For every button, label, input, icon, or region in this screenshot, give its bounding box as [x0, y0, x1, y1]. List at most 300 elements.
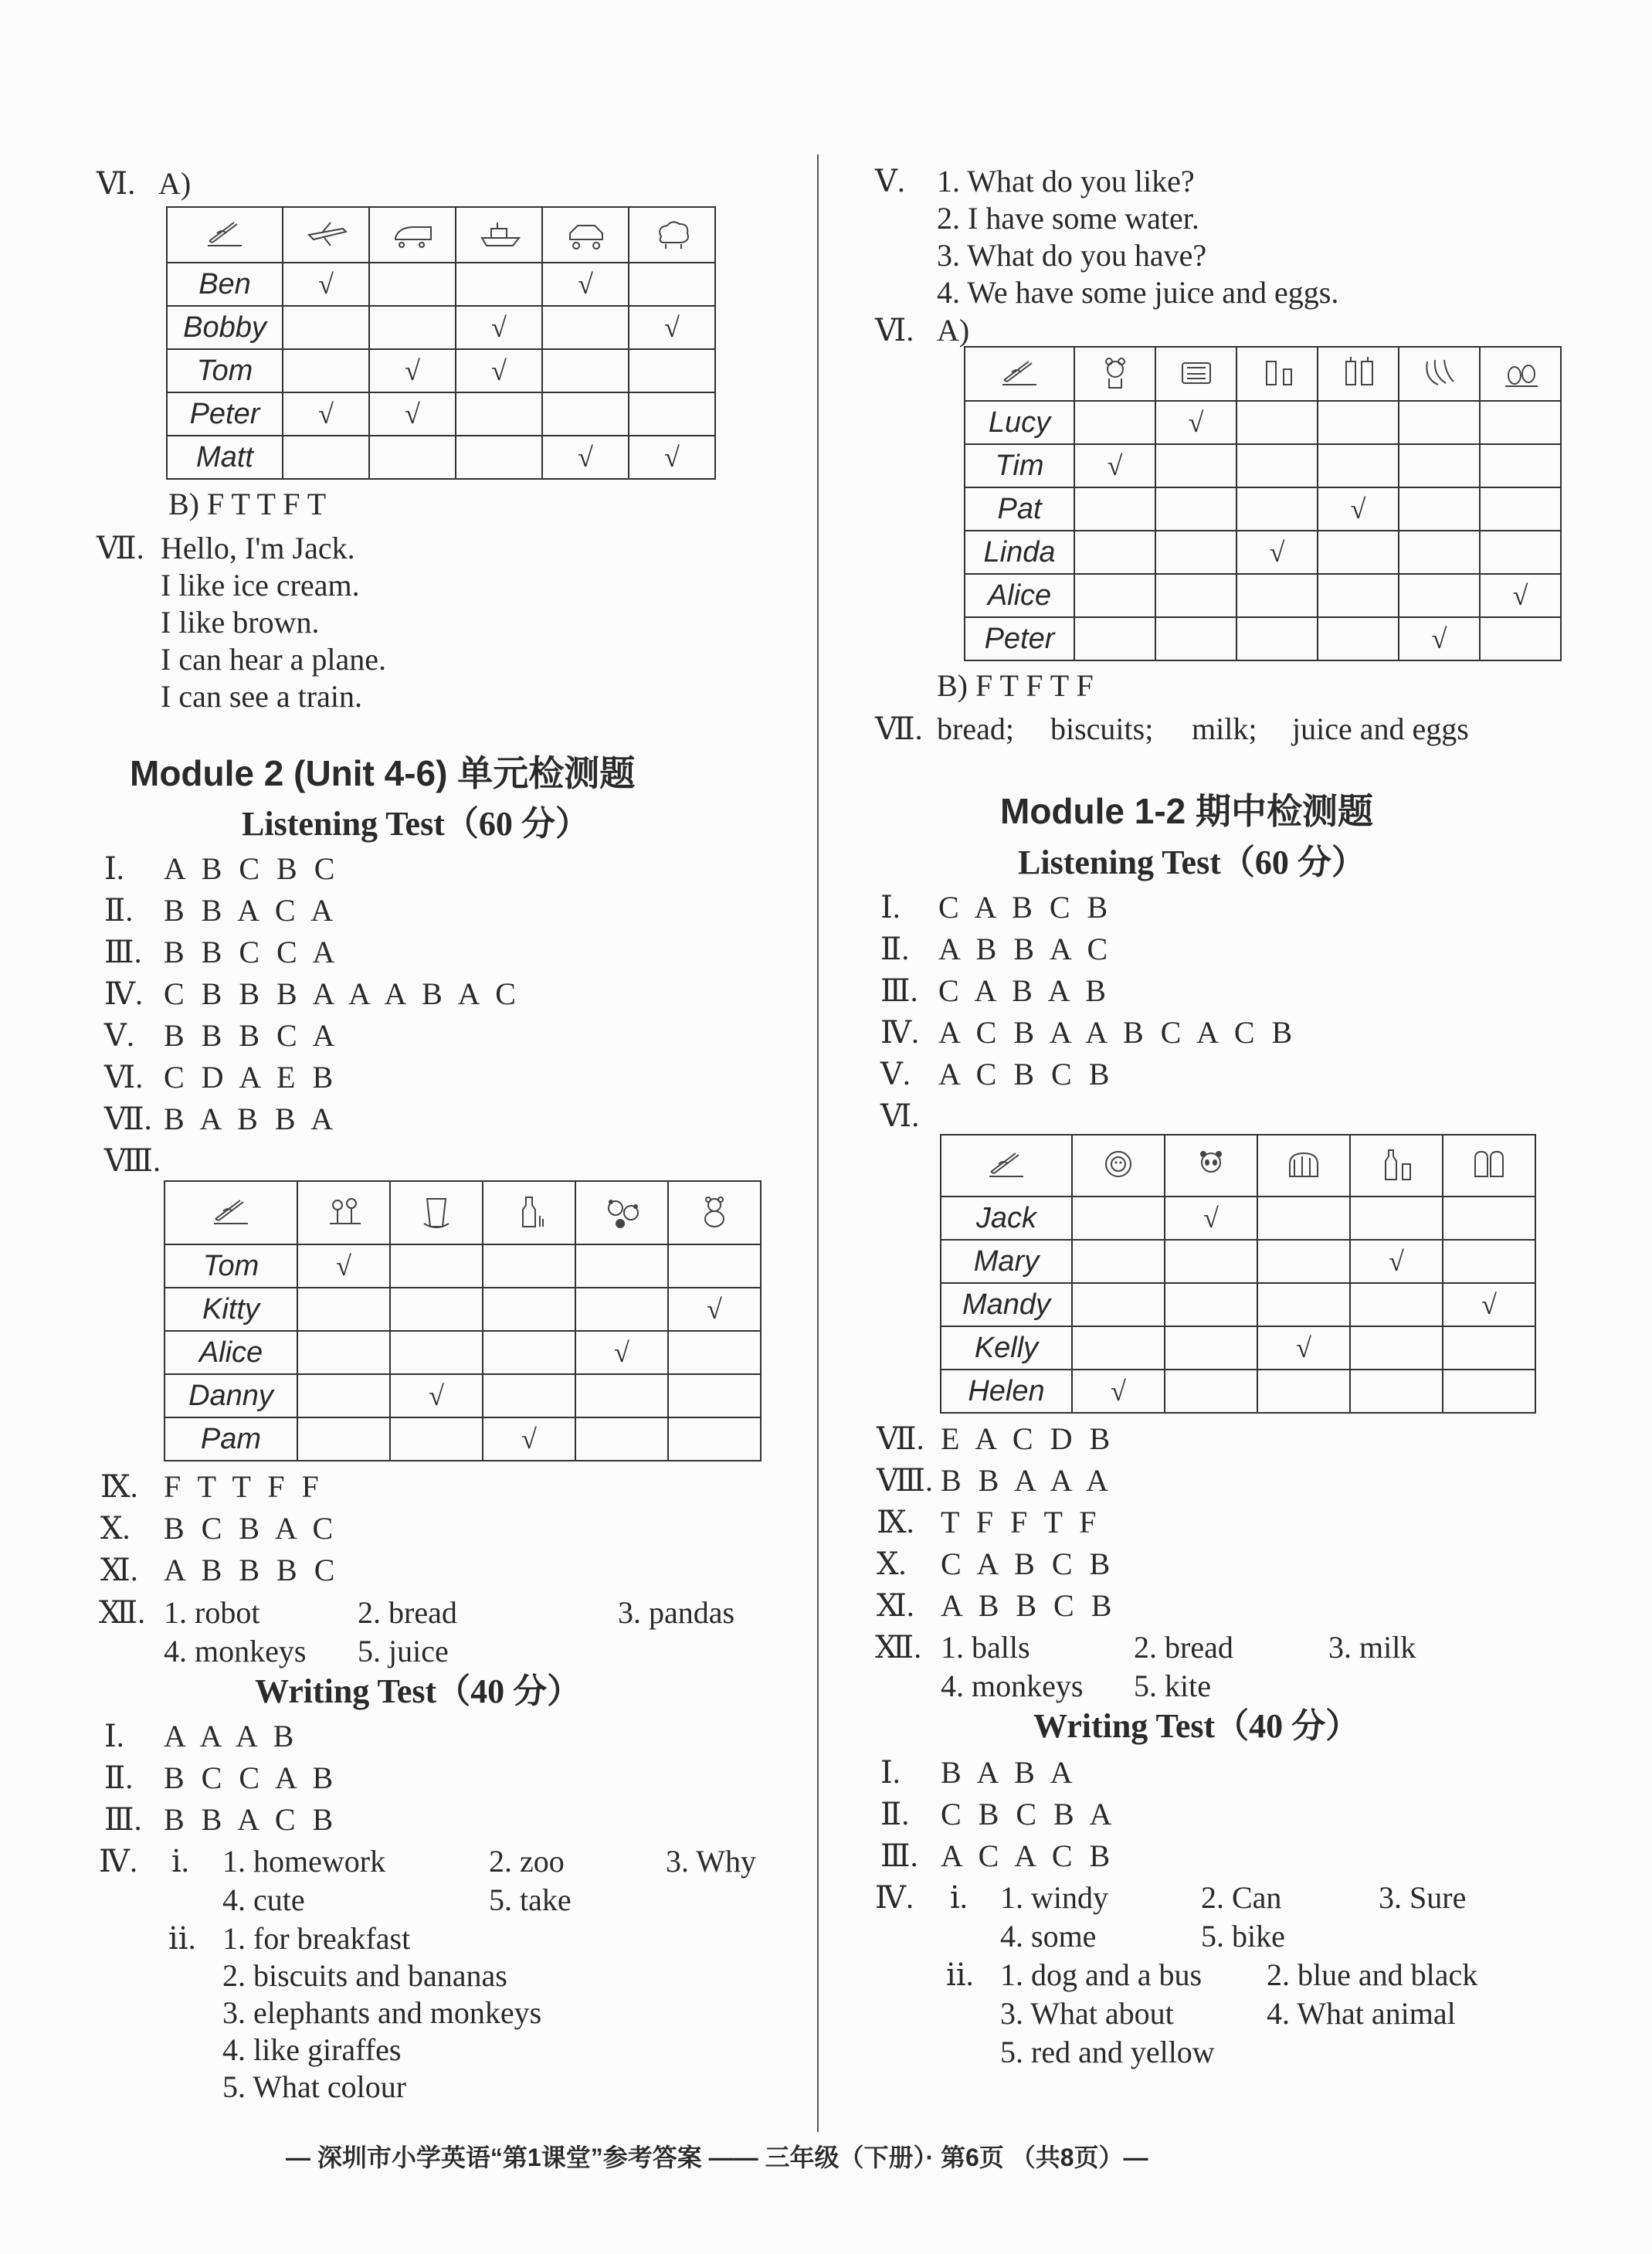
roman-label: Ⅶ. [877, 1421, 924, 1456]
check-cell [1236, 574, 1318, 617]
check-cell: √ [542, 263, 629, 306]
vii-item: juice and eggs [1292, 711, 1469, 746]
answer-text: A C B C B [938, 1057, 1114, 1091]
text-line: 1. What do you like? [937, 164, 1195, 199]
roman-label: Ⅱ. [880, 1797, 910, 1831]
check-cell [1480, 444, 1561, 487]
check-cell [1072, 1240, 1165, 1283]
section-vi-b: B) F T T F T [168, 487, 327, 521]
cup-icon [415, 1220, 458, 1233]
vii-item: bread; [937, 711, 1014, 746]
check-cell [483, 1244, 575, 1288]
header-cell [165, 1181, 297, 1244]
section-vii-label: Ⅶ. [875, 711, 923, 746]
check-cell: √ [283, 392, 369, 436]
w4-i-label: ⅰ. [171, 1844, 189, 1879]
check-cell [629, 392, 715, 436]
text-line: 3. elephants and monkeys [222, 1995, 542, 2030]
check-cell [1257, 1370, 1350, 1413]
writing-title: Writing Test（40 分） [1033, 1707, 1360, 1745]
header-cell [965, 347, 1074, 401]
header-cell [668, 1181, 761, 1244]
text-line: I like ice cream. [161, 568, 360, 603]
text-line: I can see a train. [161, 679, 362, 714]
check-cell [1443, 1240, 1535, 1283]
bottle-icon [507, 1220, 551, 1233]
answer-text: A C B A A B C A C B [938, 1015, 1298, 1050]
section-vii-label: Ⅶ. [97, 531, 144, 565]
row-name: Tim [965, 444, 1074, 487]
w4-ii-item: 5. red and yellow [1000, 2035, 1215, 2069]
roman-label: Ⅲ. [104, 1802, 142, 1837]
header-cell [1318, 347, 1399, 401]
check-cell: √ [629, 306, 715, 349]
header-cell [1443, 1135, 1535, 1197]
roman-label: Ⅰ. [880, 1755, 901, 1790]
check-cell [390, 1417, 483, 1461]
check-cell [390, 1288, 483, 1331]
answer-text: C A B A B [938, 973, 1111, 1008]
check-cell [297, 1374, 390, 1417]
check-cell [1155, 444, 1236, 487]
w4-i-item: 4. cute [222, 1882, 305, 1917]
xii-item: 4. monkeys [941, 1668, 1084, 1703]
check-cell [1480, 487, 1561, 531]
table-row [167, 306, 715, 349]
check-cell [1072, 1197, 1165, 1240]
check-cell [1399, 444, 1480, 487]
row-name: Kelly [941, 1326, 1072, 1370]
table-row [965, 444, 1561, 487]
table-row [965, 401, 1561, 444]
xii-item: 2. bread [358, 1595, 457, 1630]
w4-label: Ⅳ. [99, 1844, 137, 1879]
check-cell [629, 263, 715, 306]
answer-text: B A B B A [164, 1102, 338, 1136]
answer-text: B B A C B [164, 1802, 338, 1837]
check-cell [483, 1331, 575, 1374]
table-row [165, 1288, 761, 1331]
check-cell [1072, 1283, 1165, 1326]
listening-title: Listening Test（60 分） [242, 805, 589, 843]
check-cell [483, 1288, 575, 1331]
check-cell [1399, 574, 1480, 617]
table-row [965, 617, 1561, 660]
answer-text: B B A C A [164, 893, 338, 928]
check-cell [369, 306, 456, 349]
check-cell [668, 1331, 761, 1374]
check-cell [1350, 1283, 1443, 1326]
header-cell [575, 1181, 668, 1244]
w4-i-item: 1. homework [222, 1844, 386, 1879]
module-title: Module 1-2 期中检测题 [1000, 791, 1374, 831]
w4-i-item: 3. Sure [1379, 1880, 1467, 1915]
row-name: Matt [167, 436, 283, 479]
w4-ii-label: ⅱ. [168, 1921, 196, 1956]
check-cell [542, 306, 629, 349]
header-cell [390, 1181, 483, 1244]
w4-i-item: 2. zoo [489, 1844, 565, 1879]
check-cell: √ [1165, 1197, 1257, 1240]
row-name: Alice [965, 574, 1074, 617]
answer-text: B B A A A [941, 1463, 1113, 1498]
check-cell [575, 1288, 668, 1331]
answer-text: A B B A C [938, 932, 1113, 966]
check-cell: √ [1318, 487, 1399, 531]
check-cell [283, 436, 369, 479]
row-name: Mary [941, 1240, 1072, 1283]
roman-label: Ⅲ. [880, 973, 918, 1008]
module-title: Module 2 (Unit 4-6) 单元检测题 [130, 753, 636, 793]
header-cell [369, 207, 456, 263]
check-cell [283, 306, 369, 349]
w4-i-item: 2. Can [1201, 1880, 1282, 1915]
row-name: Tom [165, 1244, 297, 1288]
header-cell [1074, 347, 1155, 401]
check-cell [1155, 574, 1236, 617]
answer-text: C B B B A A A B A C [164, 976, 521, 1011]
table-row [965, 574, 1561, 617]
check-cell [1350, 1326, 1443, 1370]
answer-grid-animals-2 [940, 1134, 1536, 1414]
pandas-icon [600, 1220, 643, 1233]
xii-item: 4. monkeys [164, 1634, 307, 1668]
roman-label: Ⅰ. [104, 851, 124, 886]
text-line: I can hear a plane. [161, 642, 387, 677]
answer-text: C A B C B [941, 1546, 1115, 1581]
check-cell: √ [1257, 1326, 1350, 1370]
w4-i-item: 5. bike [1201, 1919, 1285, 1954]
check-cell [297, 1417, 390, 1461]
check-cell [542, 392, 629, 436]
answer-text: B C B A C [164, 1511, 338, 1546]
header-cell [1480, 347, 1561, 401]
table-row [965, 487, 1561, 531]
bananas-icon [1418, 381, 1461, 394]
w4-label: Ⅳ. [875, 1880, 914, 1915]
text-line: 4. We have some juice and eggs. [937, 275, 1339, 310]
check-cell: √ [1399, 617, 1480, 660]
milk-icon [1256, 381, 1299, 394]
check-cell [1318, 531, 1399, 574]
answer-text: B B B C A [164, 1018, 340, 1053]
table-row [167, 436, 715, 479]
check-cell: √ [456, 306, 542, 349]
check-cell: √ [668, 1288, 761, 1331]
answer-text: E A C D B [941, 1421, 1115, 1456]
section-vi-label: Ⅵ. [97, 166, 136, 201]
check-cell: √ [390, 1374, 483, 1417]
roman-label: Ⅶ. [104, 1102, 152, 1136]
eggs-icon [1499, 381, 1542, 394]
row-name: Danny [165, 1374, 297, 1417]
w4-ii-item: 1. dog and a bus [1000, 1957, 1203, 1992]
check-cell [1318, 401, 1399, 444]
w4-i-item: 5. take [489, 1882, 572, 1917]
check-cell [1074, 574, 1155, 617]
header-cell [456, 207, 542, 263]
check-cell [629, 349, 715, 392]
w4-ii-item: 2. blue and black [1267, 1957, 1478, 1992]
row-name: Peter [167, 392, 283, 436]
w4-ii-items [222, 1923, 541, 2109]
juice-icon [1337, 381, 1380, 394]
roman-label: Ⅷ. [104, 1143, 161, 1178]
w4-ii-label: ⅱ. [946, 1957, 974, 1992]
gloves-icon [1467, 1173, 1511, 1186]
answer-text: B C C A B [164, 1760, 338, 1795]
section-vi-label: Ⅵ. [875, 313, 914, 348]
xii-item: 5. juice [358, 1634, 449, 1668]
check-cell: √ [1443, 1283, 1535, 1326]
check-cell [575, 1374, 668, 1417]
xii-item: 1. robot [164, 1595, 260, 1630]
header-cell [1399, 347, 1480, 401]
table-row [167, 263, 715, 306]
check-cell [1165, 1370, 1257, 1413]
flowers-icon [322, 1220, 365, 1233]
row-name: Linda [965, 531, 1074, 574]
check-cell [575, 1417, 668, 1461]
check-cell [1165, 1283, 1257, 1326]
header-cell [542, 207, 629, 263]
check-cell [1165, 1240, 1257, 1283]
bottles-icon [1375, 1173, 1418, 1186]
roman-label: Ⅲ. [880, 1838, 918, 1873]
answer-grid-vehicles [166, 206, 716, 480]
check-cell [297, 1331, 390, 1374]
check-cell [456, 392, 542, 436]
row-name: Peter [965, 617, 1074, 660]
check-cell [575, 1244, 668, 1288]
roman-label: Ⅵ. [104, 1060, 144, 1095]
answer-text: F T T F F [164, 1469, 324, 1504]
answer-text: B A B A [941, 1755, 1077, 1790]
answer-text: C B C B A [941, 1797, 1117, 1831]
check-cell [1350, 1197, 1443, 1240]
table-row [165, 1244, 761, 1288]
answer-text: B B C C A [164, 935, 340, 969]
roman-label: Ⅹ. [877, 1546, 907, 1581]
header-cell [1072, 1135, 1165, 1197]
check-cell [1074, 531, 1155, 574]
check-cell [668, 1417, 761, 1461]
w4-i-item: 3. Why [666, 1844, 757, 1879]
roman-label: Ⅵ. [880, 1098, 920, 1133]
check-cell [283, 349, 369, 392]
check-cell [456, 436, 542, 479]
roman-label: Ⅱ. [104, 893, 134, 928]
header-cell [1236, 347, 1318, 401]
check-cell [483, 1374, 575, 1417]
table-row [165, 1417, 761, 1461]
check-cell [1236, 401, 1318, 444]
check-cell [1257, 1283, 1350, 1326]
xii-item: 3. milk [1328, 1630, 1416, 1665]
check-cell [1318, 444, 1399, 487]
check-cell [1074, 617, 1155, 660]
row-name: Pat [965, 487, 1074, 531]
answer-text: A B B B C [164, 1553, 340, 1587]
header-cell [1155, 347, 1236, 401]
section-xii-label: Ⅻ. [875, 1630, 922, 1665]
check-cell [542, 349, 629, 392]
table-row [941, 1283, 1535, 1326]
sheep-icon [650, 242, 694, 255]
check-cell [1257, 1197, 1350, 1240]
check-cell: √ [1236, 531, 1318, 574]
bread-icon [1282, 1173, 1325, 1186]
check-cell [1399, 401, 1480, 444]
check-cell [1236, 444, 1318, 487]
check-cell [1318, 574, 1399, 617]
vii-item: biscuits; [1050, 711, 1154, 746]
check-cell [456, 263, 542, 306]
xii-item: 5. kite [1134, 1668, 1211, 1703]
row-name: Tom [167, 349, 283, 392]
text-line: 2. biscuits and bananas [222, 1958, 507, 1993]
check-cell [1480, 617, 1561, 660]
text-line: I like brown. [161, 605, 320, 640]
check-cell [1443, 1370, 1535, 1413]
section-vi-a: A) [937, 313, 970, 348]
row-name: Jack [941, 1197, 1072, 1240]
check-cell [369, 436, 456, 479]
xii-item: 3. pandas [618, 1595, 735, 1630]
section-v-label: Ⅴ. [875, 164, 905, 199]
check-cell [390, 1244, 483, 1288]
roman-label: Ⅰ. [880, 890, 901, 925]
text-line: 2. I have some water. [937, 201, 1199, 236]
roman-label: Ⅱ. [104, 1760, 134, 1795]
listening-title: Listening Test（60 分） [1018, 844, 1365, 881]
roman-label: Ⅱ. [880, 932, 910, 966]
column-divider [817, 154, 819, 2132]
vii-item: milk; [1192, 711, 1257, 746]
row-name: Kitty [165, 1288, 297, 1331]
check-cell [1074, 487, 1155, 531]
check-cell [1257, 1240, 1350, 1283]
check-cell [297, 1288, 390, 1331]
check-cell [1155, 531, 1236, 574]
w4-i-item: 1. windy [1000, 1880, 1108, 1915]
w4-ii-item: 4. What animal [1267, 1996, 1456, 2031]
check-cell [1165, 1326, 1257, 1370]
check-cell: √ [1072, 1370, 1165, 1413]
check-cell [369, 263, 456, 306]
header-cell [1257, 1135, 1350, 1197]
answer-grid-animals [164, 1180, 762, 1461]
text-line: 1. for breakfast [222, 1921, 411, 1956]
row-name: Lucy [965, 401, 1074, 444]
roman-label: Ⅲ. [104, 935, 142, 969]
header-cell [483, 1181, 575, 1244]
lion-icon [1097, 1173, 1140, 1186]
answer-text: A A A B [164, 1719, 299, 1753]
check-cell: √ [1155, 401, 1236, 444]
biscuits-icon [1175, 381, 1218, 394]
header-cell [1165, 1135, 1257, 1197]
check-cell: √ [1480, 574, 1561, 617]
pencil-icon [998, 381, 1041, 394]
roman-label: Ⅴ. [880, 1057, 911, 1091]
roman-label: Ⅺ. [100, 1553, 138, 1587]
boat-icon [477, 242, 521, 255]
answer-text: A B B C B [941, 1588, 1117, 1623]
header-cell [167, 207, 283, 263]
check-cell [390, 1331, 483, 1374]
check-cell [1155, 617, 1236, 660]
text-line: 3. What do you have? [937, 238, 1207, 273]
check-cell: √ [575, 1331, 668, 1374]
check-cell: √ [1074, 444, 1155, 487]
header-cell [629, 207, 715, 263]
table-row [165, 1374, 761, 1417]
answer-text: A B C B C [164, 851, 340, 886]
header-cell [1350, 1135, 1443, 1197]
section-vii-lines [161, 533, 386, 718]
check-cell [1318, 617, 1399, 660]
text-line: Hello, I'm Jack. [161, 531, 355, 565]
check-cell [1480, 531, 1561, 574]
answer-text: A C A C B [941, 1838, 1115, 1873]
check-cell: √ [542, 436, 629, 479]
panda-icon [1189, 1173, 1233, 1186]
roman-label: Ⅴ. [104, 1018, 134, 1053]
check-cell: √ [283, 263, 369, 306]
roman-label: Ⅳ. [880, 1015, 919, 1050]
text-line: 4. like giraffes [222, 2032, 402, 2067]
check-cell: √ [629, 436, 715, 479]
table-row [941, 1197, 1535, 1240]
row-name: Ben [167, 263, 283, 306]
xii-item: 2. bread [1134, 1630, 1233, 1665]
roman-label: Ⅷ. [877, 1463, 934, 1498]
check-cell: √ [483, 1417, 575, 1461]
section-xii-label: Ⅻ. [99, 1595, 146, 1630]
bear-icon [1094, 381, 1137, 394]
check-cell [1399, 531, 1480, 574]
pencil-icon [985, 1173, 1028, 1186]
table-row [167, 349, 715, 392]
row-name: Bobby [167, 306, 283, 349]
row-name: Alice [165, 1331, 297, 1374]
table-row [941, 1240, 1535, 1283]
check-cell [1443, 1326, 1535, 1370]
table-row [965, 531, 1561, 574]
check-cell [1480, 401, 1561, 444]
check-cell [1074, 401, 1155, 444]
header-cell [941, 1135, 1072, 1197]
check-cell [1350, 1370, 1443, 1413]
teddy-bear-icon [693, 1220, 736, 1233]
section-v-lines [937, 166, 1338, 314]
check-cell: √ [297, 1244, 390, 1288]
writing-title: Writing Test（40 分） [255, 1672, 582, 1710]
table-row [941, 1370, 1535, 1413]
w4-i-item: 4. some [1000, 1919, 1097, 1954]
roman-label: Ⅸ. [100, 1469, 138, 1504]
roman-label: Ⅺ. [877, 1588, 914, 1623]
table-row [165, 1331, 761, 1374]
answer-text: C A B C B [938, 890, 1113, 925]
roman-label: Ⅳ. [104, 976, 143, 1011]
roman-label: Ⅹ. [100, 1511, 131, 1546]
check-cell [1236, 487, 1318, 531]
table-row [941, 1326, 1535, 1370]
pencil-icon [203, 242, 246, 255]
section-vi-b: B) F T F T F [937, 668, 1094, 703]
